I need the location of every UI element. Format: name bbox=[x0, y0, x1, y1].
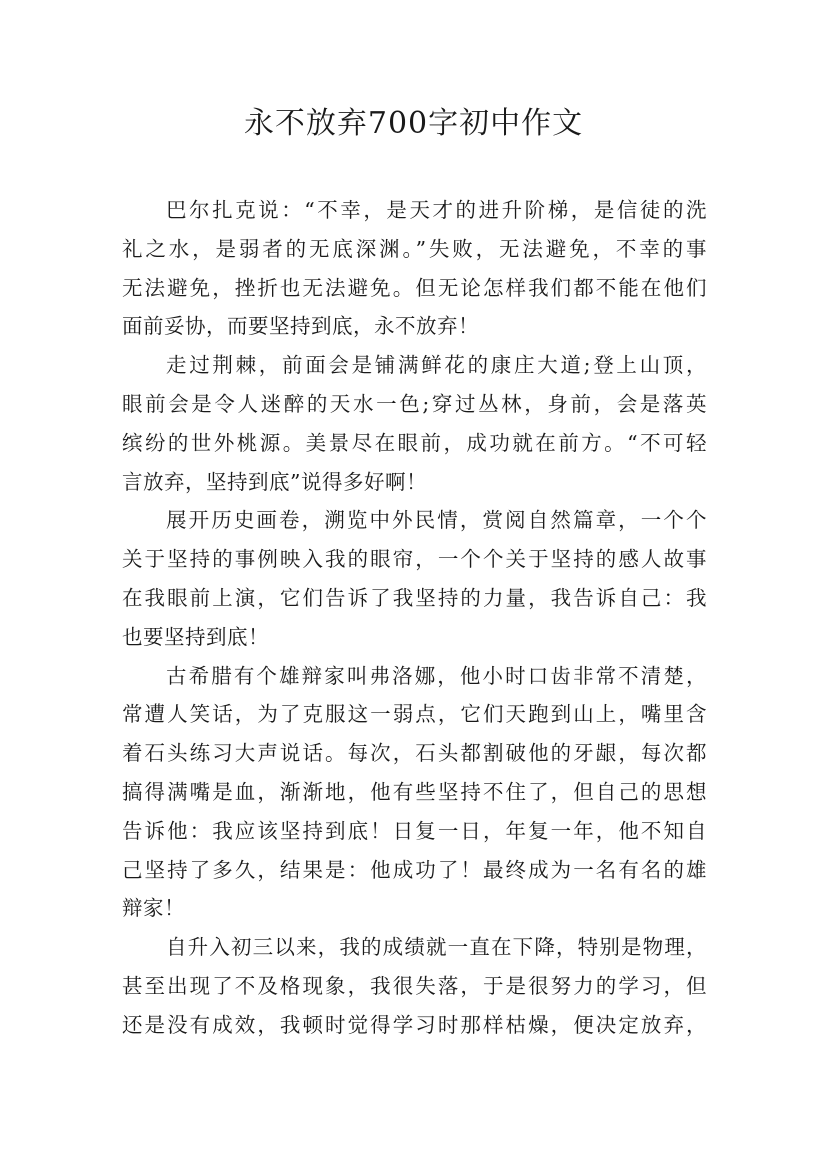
paragraph-line: 无法避免，挫折也无法避免。但无论怎样我们都不能在他们 bbox=[122, 275, 707, 300]
paragraph-line: 自升入初三以来，我的成绩就一直在下降，特别是物理， bbox=[166, 935, 707, 960]
paragraph-line: 走过荆棘，前面会是铺满鲜花的康庄大道;登上山顶， bbox=[166, 353, 707, 378]
paragraph-line: 礼之水，是弱者的无底深渊。”失败，无法避免，不幸的事 bbox=[122, 236, 707, 261]
essay-body bbox=[122, 191, 707, 1045]
page-title: 永不放弃700字初中作文 bbox=[243, 106, 584, 141]
paragraph-line: 着石头练习大声说话。每次，石头都割破他的牙龈，每次都 bbox=[122, 741, 707, 766]
paragraph-line: 搞得满嘴是血，渐渐地，他有些坚持不住了，但自己的思想 bbox=[122, 779, 707, 804]
paragraph-line: 关于坚持的事例映入我的眼帘，一个个关于坚持的感人故事 bbox=[122, 547, 707, 572]
paragraph-line: 还是没有成效，我顿时觉得学习时那样枯燥，便决定放弃， bbox=[122, 1012, 707, 1037]
paragraph-line: 告诉他：我应该坚持到底！日复一日，年复一年，他不知自 bbox=[122, 818, 707, 843]
paragraph-line: 缤纷的世外桃源。美景尽在眼前，成功就在前方。“不可轻 bbox=[122, 430, 707, 455]
paragraph bbox=[122, 928, 707, 1044]
paragraph-line: 常遭人笑话，为了克服这一弱点，它们天跑到山上，嘴里含 bbox=[122, 702, 707, 727]
paragraph-line: 眼前会是令人迷醉的天水一色;穿过丛林，身前，会是落英 bbox=[122, 391, 707, 416]
paragraph-line: 面前妥协，而要坚持到底，永不放弃！ bbox=[122, 314, 479, 339]
paragraph-line: 言放弃，坚持到底”说得多好啊！ bbox=[122, 469, 427, 494]
paragraph-line: 己坚持了多久，结果是：他成功了！最终成为一名有名的雄 bbox=[122, 857, 707, 882]
paragraph-line: 古希腊有个雄辩家叫弗洛娜，他小时口齿非常不清楚， bbox=[166, 663, 707, 688]
paragraph-line: 展开历史画卷，溯览中外民情，赏阅自然篇章，一个个 bbox=[166, 508, 707, 533]
paragraph bbox=[122, 346, 707, 501]
paragraph bbox=[122, 501, 707, 656]
paragraph-line: 在我眼前上演，它们告诉了我坚持的力量，我告诉自己：我 bbox=[122, 585, 707, 610]
paragraph-line: 辩家！ bbox=[122, 896, 185, 921]
paragraph bbox=[122, 657, 707, 929]
paragraph-line: 甚至出现了不及格现象，我很失落，于是很努力的学习，但 bbox=[122, 973, 707, 998]
paragraph-line: 巴尔扎克说：“不幸，是天才的进升阶梯，是信徒的洗 bbox=[166, 198, 707, 222]
paragraph-line: 也要坚持到底！ bbox=[122, 624, 269, 649]
paragraph bbox=[122, 191, 707, 346]
